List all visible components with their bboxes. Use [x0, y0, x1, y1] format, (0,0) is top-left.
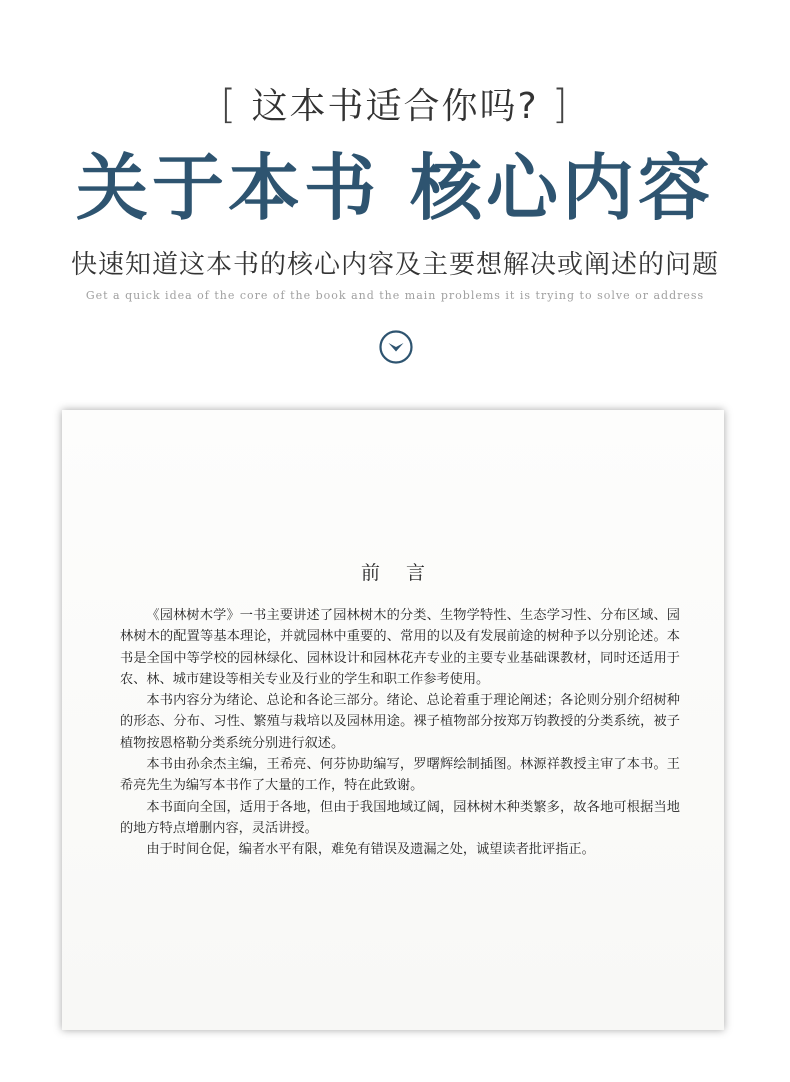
- chevron-down-circle-icon: [378, 329, 414, 365]
- book-page-scan: [62, 410, 724, 1030]
- preface-paragraph: 本书由孙余杰主编，王希亮、何芬协助编写，罗曙辉绘制插图。林源祥教授主审了本书。王希亮先生为编写本书作了大量的工作，特在此致谢。: [120, 757, 680, 794]
- preface-paragraph: 由于时间仓促，编者水平有限，难免有错误及遗漏之处，诚望读者批评指正。: [146, 842, 595, 858]
- title-part-1: 关于本书: [75, 145, 380, 230]
- preface-paragraph: 《园林树木学》一书主要讲述了园林树木的分类、生物学特性、生态学习性、分布区域、园林树木的配置等基本理论，并就园林中重要的、常用的以及有发展前途的树种予以分别论述。本书是全国中等学校的园林绿化、园林设计和园林花卉专业的主要专业基础课教材，同时还适用于农、林、城市建设等相关专业及行业的学生和职工作参考使用。: [120, 608, 680, 687]
- preface-paragraph: 本书面向全国，适用于各地，但由于我国地域辽阔，园林树木种类繁多，故各地可根据当地的地方特点增删内容，灵活讲授。: [120, 799, 680, 836]
- english-subtitle: Get a quick idea of the core of the book and the main problems it is trying to solve or address: [85, 289, 705, 302]
- right-bracket: ]: [552, 82, 570, 128]
- preface-title: 前言: [360, 562, 451, 584]
- question-line: [0, 78, 790, 129]
- title-part-2: 核心内容: [410, 145, 715, 230]
- preface-paragraph: 本书内容分为绪论、总论和各论三部分。绪论、总论着重于理论阐述；各论则分别介绍树种的形态、分布、习性、繁殖与栽培以及园林用途。裸子植物部分按郑万钧教授的分类系统，被子植物按恩格勒分类系统分别进行叙述。: [120, 693, 680, 751]
- question-text: 这本书适合你吗?: [251, 86, 539, 127]
- header-section: [0, 0, 790, 400]
- subtitle: 快速知道这本书的核心内容及主要想解决或阐述的问题: [70, 250, 719, 280]
- preface-body: [120, 605, 680, 861]
- page-paper: [62, 410, 724, 1030]
- main-title: [0, 145, 790, 230]
- left-bracket: [: [220, 82, 238, 128]
